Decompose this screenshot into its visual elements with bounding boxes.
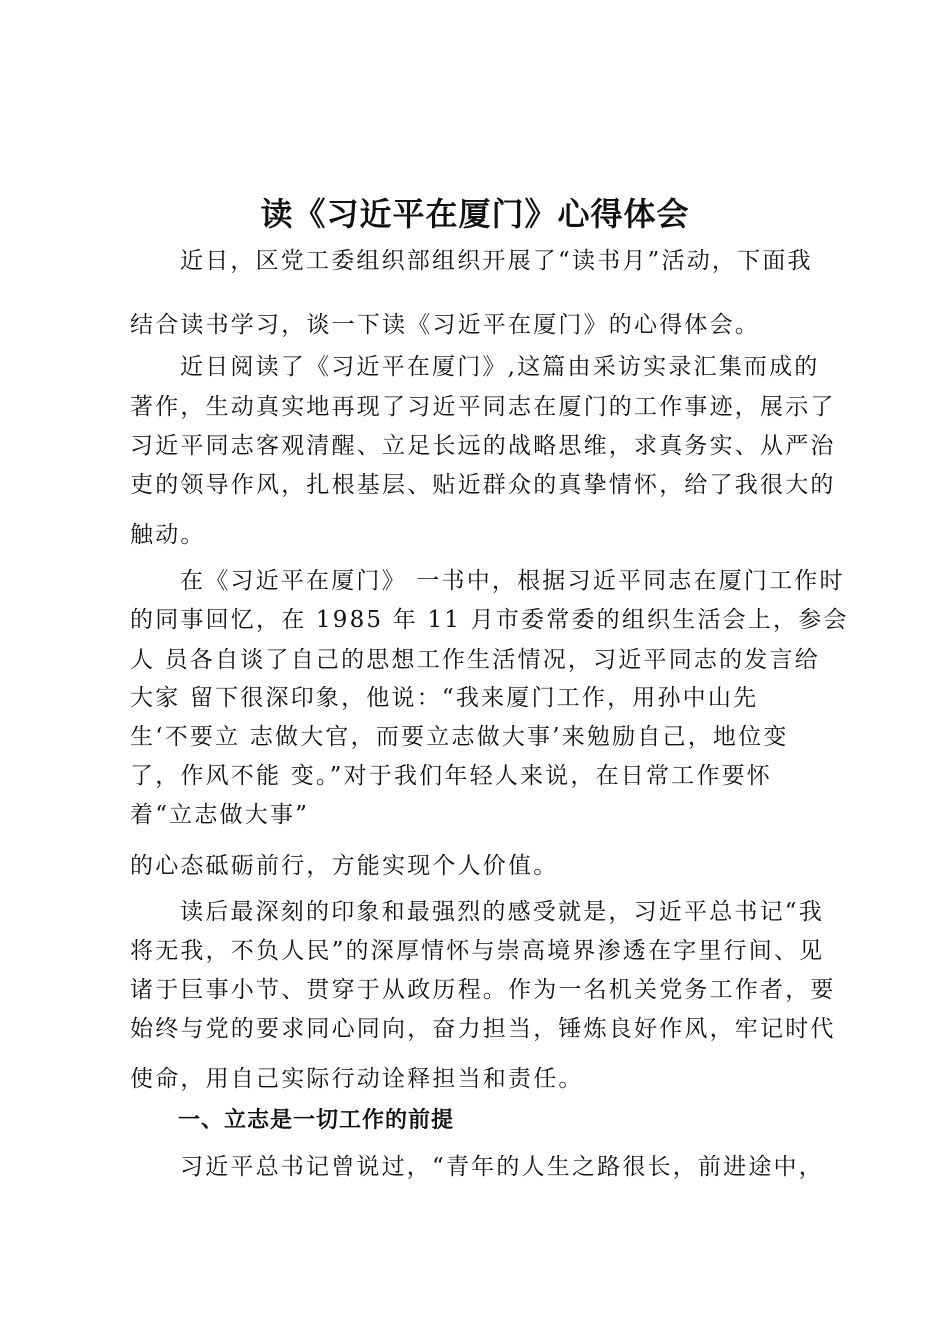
paragraph-line: 的心态砥砺前行，方能实现个人价值。 [130, 853, 559, 879]
section-heading: 一、立志是一切工作的前提 [178, 1108, 455, 1133]
paragraph-line: 的同事回忆，在 1985 年 11 月市委常委的组织生活会上，参会 [130, 607, 849, 633]
paragraph-line: 习近平总书记曾说过，“青年的人生之路很长，前进途中， [180, 1154, 824, 1180]
paragraph-line: 始终与党的要求同心同向，奋力担当，锤炼良好作风，牢记时代 [130, 1016, 836, 1042]
paragraph-line: 吏的领导作风，扎根基层、贴近群众的真挚情怀，给了我很大的 [130, 472, 836, 498]
paragraph-line: 人 员各自谈了自己的思想工作生活情况，习近平同志的发言给 [130, 647, 820, 673]
paragraph-line: 生‘不要立 志做大官，而要立志做大事’来勉励自己，地位变 [130, 724, 789, 750]
paragraph-line: 结合读书学习，谈一下读《习近平在厦门》的心得体会。 [130, 312, 760, 338]
paragraph-line: 近日阅读了《习近平在厦门》,这篇由采访实录汇集而成的 [180, 354, 820, 380]
paragraph-line: 触动。 [130, 522, 206, 548]
paragraph-line: 大家 留下很深印象，他说：“我来厦门工作，用孙中山先 [130, 685, 759, 711]
paragraph-line: 将无我，不负人民”的深厚情怀与崇高境界渗透在字里行间、见 [130, 938, 825, 964]
paragraph-line: 读后最深刻的印象和最强烈的感受就是，习近平总书记“我 [180, 899, 824, 925]
paragraph-line: 习近平同志客观清醒、立足长远的战略思维，求真务实、从严治 [130, 433, 836, 459]
paragraph-line: 使命，用自己实际行动诠释担当和责任。 [130, 1066, 584, 1092]
document-title: 读《习近平在厦门》心得体会 [260, 195, 690, 233]
paragraph-line: 了，作风不能 变。”对于我们年轻人来说，在日常工作要怀 [130, 763, 772, 789]
paragraph-line: 近日，区党工委组织部组织开展了“读书月”活动，下面我 [180, 248, 813, 274]
paragraph-line: 着“立志做大事” [130, 802, 310, 828]
paragraph-line: 著作，生动真实地再现了习近平同志在厦门的工作事迹，展示了 [130, 394, 836, 420]
paragraph-line: 诸于巨事小节、贯穿于从政历程。作为一名机关党务工作者，要 [130, 977, 836, 1003]
paragraph-line: 在《习近平在厦门》 一书中，根据习近平同志在厦门工作时 [180, 568, 845, 594]
